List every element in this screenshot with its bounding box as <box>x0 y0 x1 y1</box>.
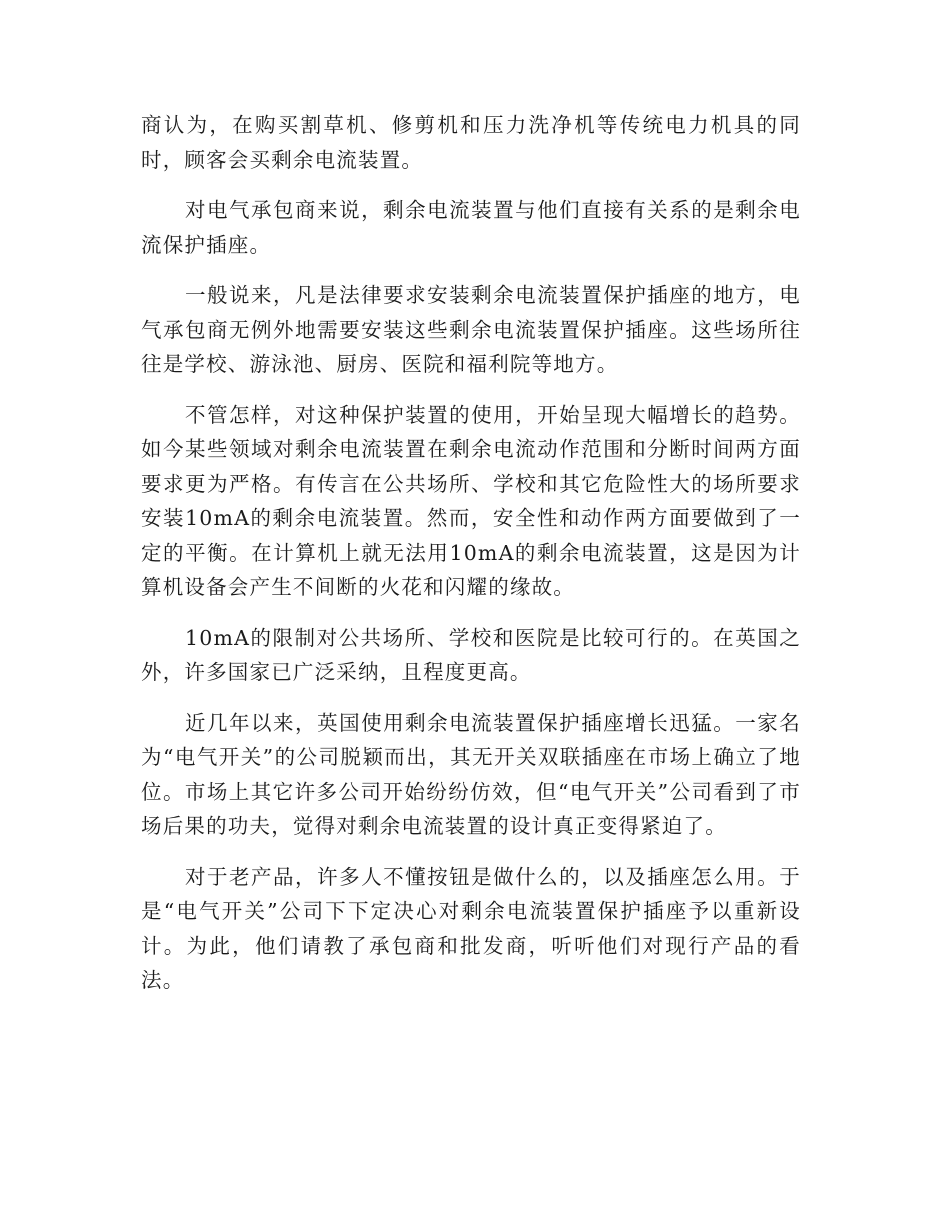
paragraph: 对电气承包商来说，剩余电流装置与他们直接有关系的是剩余电流保护插座。 <box>141 198 801 257</box>
document-body <box>141 108 801 1014</box>
paragraph: 10mA的限制对公共场所、学校和医院是比较可行的。在英国之外，许多国家已广泛采纳，且程度更高。 <box>141 625 801 684</box>
paragraph-continuation: 商认为，在购买割草机、修剪机和压力洗净机等传统电力机具的同时，顾客会买剩余电流装置。 <box>141 113 801 172</box>
paragraph: 对于老产品，许多人不懂按钮是做什么的，以及插座怎么用。于是“电气开关”公司下下定决心对剩余电流装置保护插座予以重新设计。为此，他们请教了承包商和批发商，听听他们对现行产品的看法。 <box>141 864 801 992</box>
paragraph: 近几年以来，英国使用剩余电流装置保护插座增长迅猛。一家名为“电气开关”的公司脱颖而出，其无开关双联插座在市场上确立了地位。市场上其它许多公司开始纷纷仿效，但“电气开关”公司看到了市场后果的功夫，觉得对剩余电流装置的设计真正变得紧迫了。 <box>141 710 801 838</box>
paragraph: 一般说来，凡是法律要求安装剩余电流装置保护插座的地方，电气承包商无例外地需要安装这些剩余电流装置保护插座。这些场所往往是学校、游泳池、厨房、医院和福利院等地方。 <box>141 283 801 376</box>
paragraph: 不管怎样，对这种保护装置的使用，开始呈现大幅增长的趋势。如今某些领域对剩余电流装置在剩余电流动作范围和分断时间两方面要求更为严格。有传言在公共场所、学校和其它危险性大的场所要求安装10mA的剩余电流装置。然而，安全性和动作两方面要做到了一定的平衡。在计算机上就无法用10mA的剩余电流装置，这是因为计算机设备会产生不间断的火花和闪耀的缘故。 <box>141 402 801 599</box>
